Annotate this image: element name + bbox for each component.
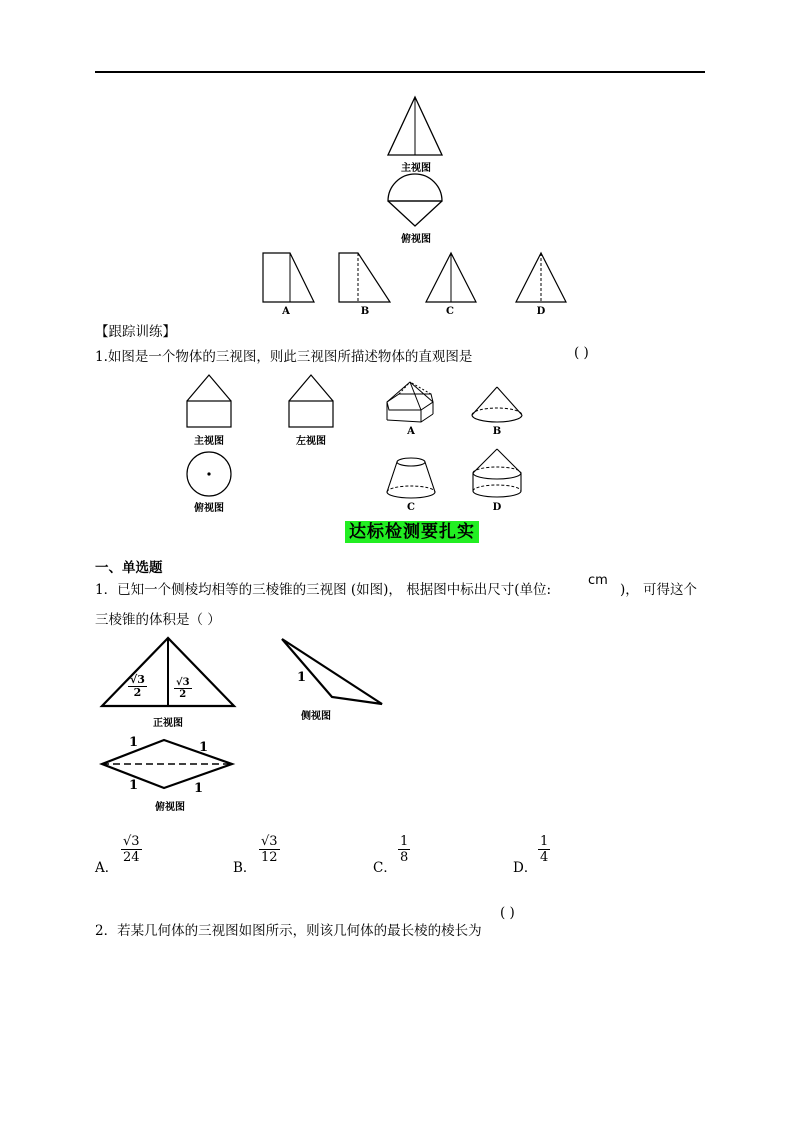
fraction-numerator: √3 xyxy=(130,673,145,686)
fraction-numerator: √3 xyxy=(123,834,140,849)
q1-top-edge-label-4: 1 xyxy=(194,781,204,796)
tracking-option-c-figure xyxy=(385,456,437,500)
q1-line1-end: )， 可得这个 xyxy=(620,582,698,598)
q1-top-edge-label-1: 1 xyxy=(129,735,139,750)
choice-b-value[interactable] xyxy=(259,834,280,865)
choice-a-letter[interactable]: A． xyxy=(95,860,119,876)
q1-top-view-figure xyxy=(100,738,236,792)
option-b-label: B xyxy=(360,306,370,317)
tracking-front-view-label: 主视图 xyxy=(194,436,224,447)
top-top-view-label: 俯视图 xyxy=(401,234,431,245)
tracking-heading: 【跟踪训练】 xyxy=(95,324,176,340)
tracking-option-a-figure xyxy=(385,380,437,424)
top-front-view-label: 主视图 xyxy=(401,163,431,174)
q1-side-view-label: 侧视图 xyxy=(301,711,331,722)
tracking-top-view-label: 俯视图 xyxy=(194,503,224,514)
q1-front-view-figure xyxy=(100,636,236,708)
q1-front-view-label: 正视图 xyxy=(153,718,183,729)
section-banner: 达标检测要扎实 xyxy=(345,521,479,543)
header-rule xyxy=(95,71,705,73)
fraction-denominator: 12 xyxy=(261,850,278,865)
fraction-numerator: √3 xyxy=(261,834,278,849)
q1-front-right-fraction xyxy=(174,677,192,700)
fraction-denominator: 24 xyxy=(123,850,140,865)
tracking-option-d-label: D xyxy=(492,502,502,513)
tracking-left-view-label: 左视图 xyxy=(296,436,326,447)
option-d-figure xyxy=(515,252,567,304)
choice-c-letter[interactable]: C． xyxy=(373,860,397,876)
choice-d-value[interactable] xyxy=(538,834,550,865)
option-d-label: D xyxy=(536,306,546,317)
choice-a-value[interactable] xyxy=(121,834,142,865)
q1-top-edge-label-2: 1 xyxy=(199,740,209,755)
q2-text: 2．若某几何体的三视图如图所示，则该几何体的最长棱的棱长为 xyxy=(95,923,482,939)
choice-b-letter[interactable]: B． xyxy=(233,860,257,876)
option-a-label: A xyxy=(282,306,290,317)
fraction-numerator: √3 xyxy=(176,677,190,688)
q1-line2: 三棱锥的体积是（ ） xyxy=(95,612,221,628)
tracking-front-view-figure xyxy=(185,373,233,429)
fraction-denominator: 2 xyxy=(179,689,187,700)
q2-answer-blank: ( ) xyxy=(500,905,515,921)
q1-top-edge-label-3: 1 xyxy=(129,778,139,793)
choice-d-letter[interactable]: D． xyxy=(513,860,538,876)
tracking-left-view-figure xyxy=(287,373,335,429)
tracking-option-d-figure xyxy=(470,447,524,501)
tracking-option-c-label: C xyxy=(407,502,415,513)
option-a-figure xyxy=(262,252,316,304)
q1-top-view-label: 俯视图 xyxy=(155,802,185,813)
tracking-q1-answer-blank: ( ) xyxy=(574,345,589,361)
fraction-numerator: 1 xyxy=(540,834,549,849)
fraction-denominator: 4 xyxy=(540,850,549,865)
option-c-figure xyxy=(425,252,477,304)
q1-line1: 1．已知一个侧棱均相等的三棱锥的三视图 (如图)， 根据图中标出尺寸(单位: xyxy=(95,582,552,598)
tracking-option-a-label: A xyxy=(407,426,415,437)
option-c-label: C xyxy=(446,306,454,317)
choice-c-value[interactable] xyxy=(398,834,410,865)
q1-side-edge-label: 1 xyxy=(297,670,307,685)
tracking-option-b-label: B xyxy=(492,426,502,437)
option-b-figure xyxy=(338,252,392,304)
tracking-top-view-figure xyxy=(185,450,233,498)
q1-unit: cm xyxy=(588,573,608,588)
tracking-q1-text: 1.如图是一个物体的三视图，则此三视图所描述物体的直观图是 xyxy=(95,349,473,365)
tracking-option-b-figure xyxy=(470,385,524,425)
q1-front-left-fraction xyxy=(128,674,147,699)
fraction-denominator: 8 xyxy=(400,850,409,865)
top-front-view-figure xyxy=(385,95,445,157)
fraction-numerator: 1 xyxy=(400,834,409,849)
q1-side-view-figure xyxy=(280,637,386,707)
fraction-denominator: 2 xyxy=(133,686,142,699)
section-heading: 一、单选题 xyxy=(95,560,163,576)
top-top-view-figure xyxy=(385,173,445,228)
